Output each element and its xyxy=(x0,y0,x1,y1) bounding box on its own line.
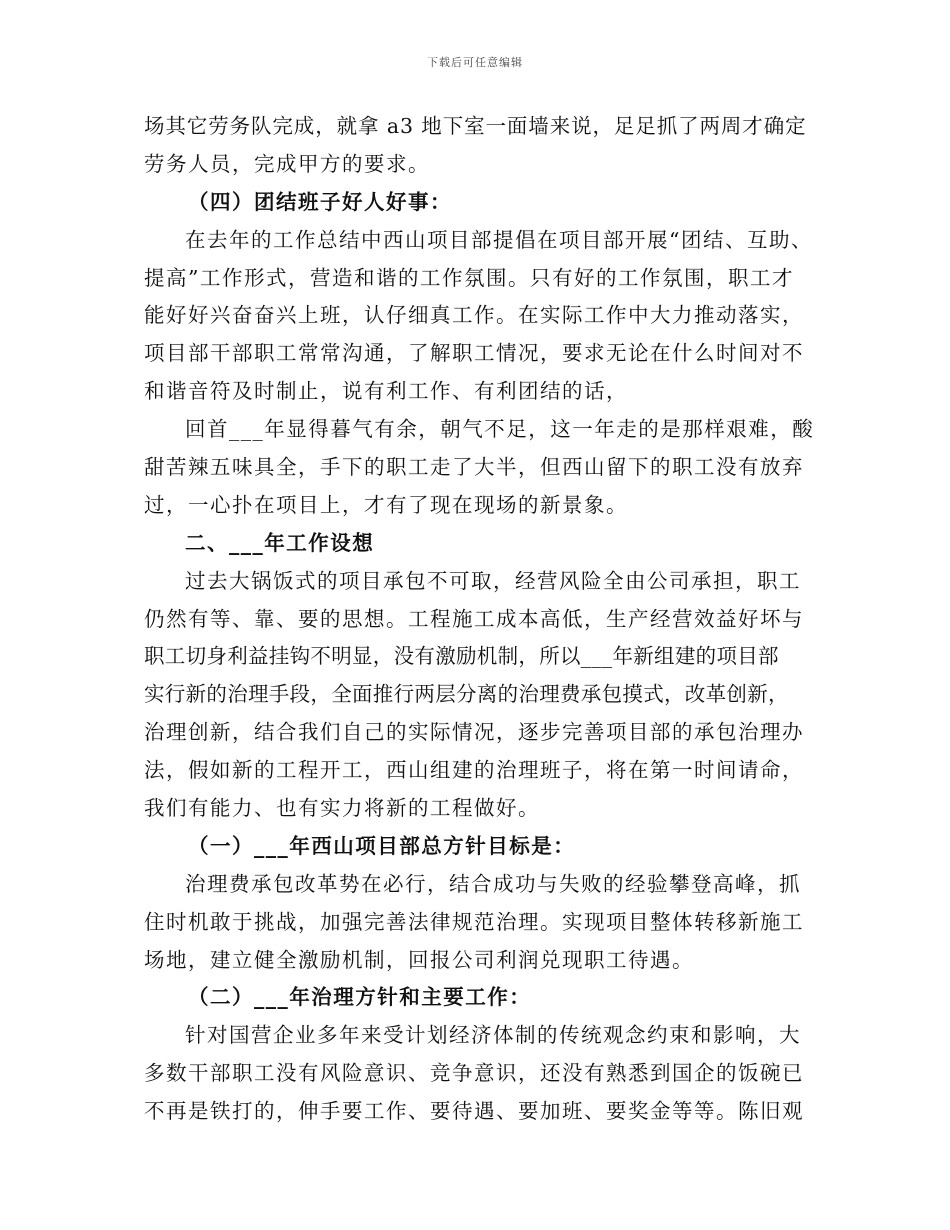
paragraph-line: 不再是铁打的，伸手要工作、要待遇、要加班、要奖金等等。陈旧观 xyxy=(144,1099,804,1124)
paragraph-line: 甜苦辣五味具全，手下的职工走了大半，但西山留下的职工没有放弃 xyxy=(144,455,804,480)
paragraph-line: 过，一心扑在项目上，才有了现在现场的新景象。 xyxy=(144,492,628,517)
paragraph-line: 过去大锅饭式的项目承包不可取，经营风险全由公司承担，职工 xyxy=(185,568,801,593)
paragraph-line: 劳务人员，完成甲方的要求。 xyxy=(144,151,430,176)
paragraph-line: 项目部干部职工常常沟通，了解职工情况，要求无论在什么时间对不 xyxy=(144,341,804,366)
paragraph-line: 仍然有等、靠、要的思想。工程施工成本高低，生产经营效益好坏与 xyxy=(144,606,804,631)
paragraph-line: 职工切身利益挂钩不明显，没有激励机制，所以___年新组建的项目部 xyxy=(144,644,779,669)
section-heading: （四）团结班子好人好事： xyxy=(188,189,452,214)
paragraph-line: 实行新的治理手段，全面推行两层分离的治理费承包摸式，改革创新， xyxy=(144,682,789,707)
document-body xyxy=(144,108,820,1131)
paragraph-line: 住时机敢于挑战，加强完善法律规范治理。实现项目整体转移新施工 xyxy=(144,909,804,934)
paragraph-line: 场其它劳务队完成，就拿 a3 地下室一面墙来说，足足抓了两周才确定 xyxy=(144,114,807,138)
paragraph-line: 和谐音符及时制止，说有利工作、有利团结的话， xyxy=(144,379,628,404)
paragraph-line: 针对国营企业多年来受计划经济体制的传统观念约束和影响，大 xyxy=(185,1023,801,1048)
paragraph-line: 我们有能力、也有实力将新的工程做好。 xyxy=(144,796,540,821)
paragraph-line: 回首___年显得暮气有余，朝气不足，这一年走的是那样艰难，酸 xyxy=(185,417,815,442)
section-heading: 二、___年工作设想 xyxy=(185,530,375,555)
paragraph-line: 法，假如新的工程开工，西山组建的治理班子，将在第一时间请命， xyxy=(144,758,804,783)
paragraph-line: 治理创新，结合我们自己的实际情况，逐步完善项目部的承包治理办 xyxy=(144,720,804,745)
paragraph-line: 在去年的工作总结中西山项目部提倡在项目部开展“团结、互助、 xyxy=(185,227,813,252)
paragraph-line: 提高”工作形式，营造和谐的工作氛围。只有好的工作氛围，职工才 xyxy=(144,265,794,290)
section-heading: （一）___年西山项目部总方针目标是： xyxy=(188,833,576,858)
section-heading: （二）___年治理方针和主要工作： xyxy=(188,985,532,1010)
paragraph-line: 场地，建立健全激励机制，回报公司利润兑现职工待遇。 xyxy=(144,947,694,972)
paragraph-line: 治理费承包改革势在必行，结合成功与失败的经验攀登高峰，抓 xyxy=(185,871,801,896)
page-header: 下载后可任意编辑 xyxy=(427,56,523,69)
paragraph-line: 能好好兴奋奋兴上班，认仔细真工作。在实际工作中大力推动落实， xyxy=(144,303,804,328)
paragraph-line: 多数干部职工没有风险意识、竞争意识，还没有熟悉到国企的饭碗已 xyxy=(144,1061,804,1086)
